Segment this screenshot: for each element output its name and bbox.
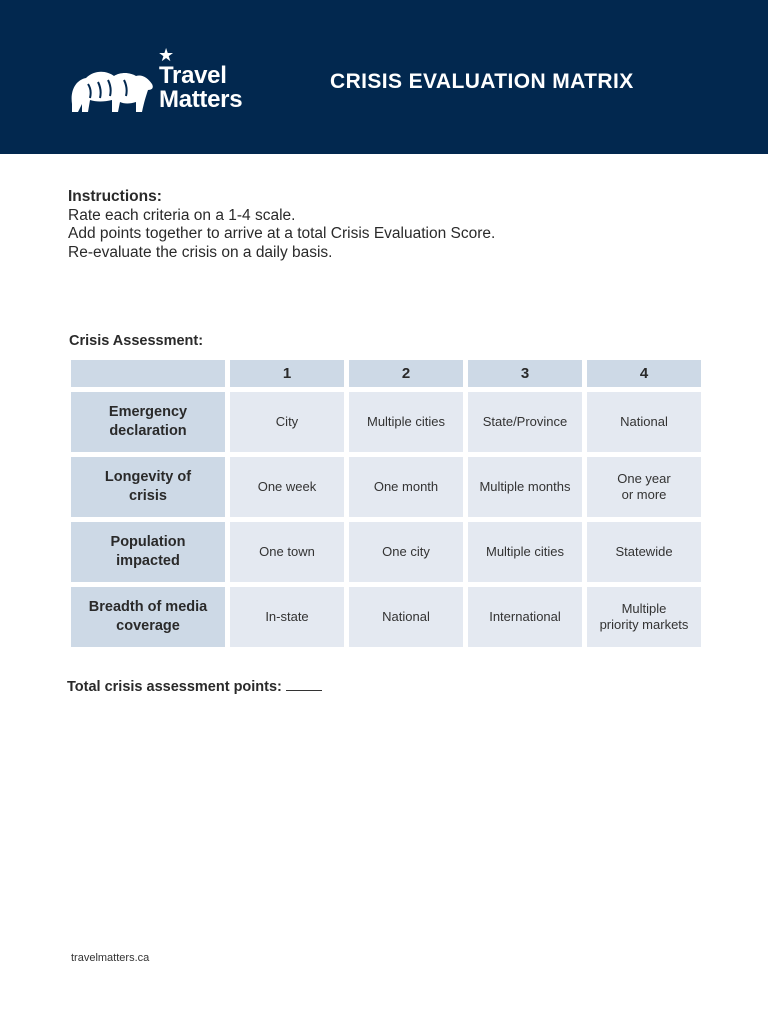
instruction-line: Add points together to arrive at a total Crisis Evaluation Score. [68, 225, 496, 242]
table-cell: City [230, 392, 344, 452]
table-row [71, 522, 701, 582]
column-header: 3 [468, 360, 582, 387]
assessment-matrix [66, 355, 706, 652]
table-cell: National [349, 587, 463, 647]
instructions-block [68, 188, 495, 262]
logo-line-2: Matters [159, 86, 243, 113]
table-cell: State/Province [468, 392, 582, 452]
instruction-line: Rate each criteria on a 1-4 scale. [68, 206, 296, 224]
footer-url: travelmatters.ca [71, 952, 150, 964]
row-header: Longevity of crisis [71, 457, 225, 517]
table-cell: One year or more [587, 457, 701, 517]
page-header [0, 0, 768, 154]
table-cell: One month [349, 457, 463, 517]
row-header: Breadth of media coverage [71, 587, 225, 647]
table-cell: One week [230, 457, 344, 517]
table-cell: One town [230, 522, 344, 582]
travel-matters-logo [68, 46, 258, 118]
logo-wordmark [159, 64, 242, 112]
logo-line-1: Travel [159, 62, 227, 89]
total-points-line [67, 676, 322, 695]
table-cell: In-state [230, 587, 344, 647]
column-header: 2 [349, 360, 463, 387]
table-cell: Multiple priority markets [587, 587, 701, 647]
column-header: 4 [587, 360, 701, 387]
table-cell: One city [349, 522, 463, 582]
table-cell: Multiple cities [468, 522, 582, 582]
header-row [71, 360, 701, 387]
table-cell: Multiple months [468, 457, 582, 517]
assessment-title: Crisis Assessment: [69, 333, 204, 349]
row-header: Population impacted [71, 522, 225, 582]
star-icon: ★ [158, 45, 175, 65]
table-row [71, 457, 701, 517]
table-row [71, 587, 701, 647]
corner-cell [71, 360, 225, 387]
bear-logo-icon [68, 60, 156, 116]
table-cell: International [468, 587, 582, 647]
table-cell: Multiple cities [349, 392, 463, 452]
page-title: CRISIS EVALUATION MATRIX [330, 70, 634, 93]
row-header: Emergency declaration [71, 392, 225, 452]
table-cell: Statewide [587, 522, 701, 582]
table-cell: National [587, 392, 701, 452]
table-row [71, 392, 701, 452]
total-points-label: Total crisis assessment points: [67, 679, 282, 695]
instruction-line: Re-evaluate the crisis on a daily basis. [68, 243, 333, 261]
column-header: 1 [230, 360, 344, 387]
total-points-blank[interactable] [286, 676, 322, 691]
instructions-heading: Instructions: [68, 188, 162, 205]
